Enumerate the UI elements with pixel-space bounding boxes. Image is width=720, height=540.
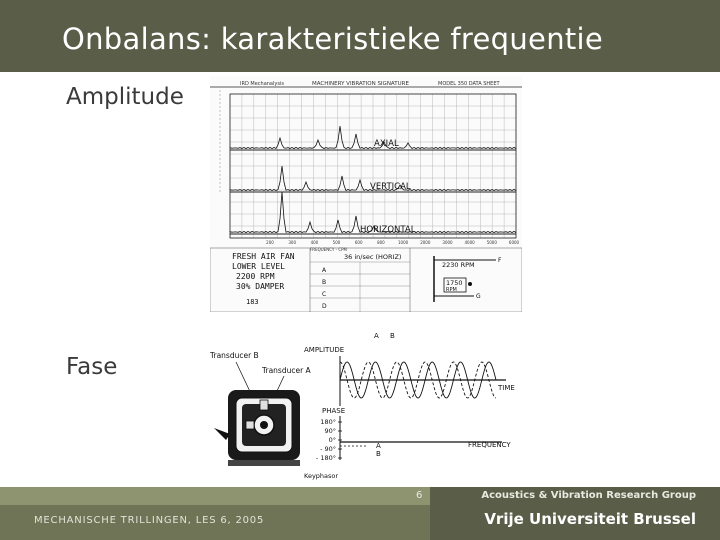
freq-tick-label: 500 xyxy=(332,240,341,245)
university-name: Vrije Universiteit Brussel xyxy=(484,510,696,528)
phase-diagram xyxy=(206,330,524,482)
rpm-top: 2230 RPM xyxy=(442,261,475,269)
letter-b: B xyxy=(322,279,327,286)
phase-tick-label: 0° xyxy=(328,436,336,444)
research-group: Acoustics & Vibration Research Group xyxy=(481,490,696,501)
phase-tick-label: 180° xyxy=(320,418,336,426)
wave-label-a: A xyxy=(374,332,379,340)
freq-tick-label: 6000 xyxy=(508,240,520,245)
freq-tick-label: 800 xyxy=(377,240,385,245)
freq-tick-label: 300 xyxy=(288,240,297,245)
rpm-box-unit: RPM xyxy=(446,287,457,293)
keyphasor-label: Keyphasor xyxy=(304,472,339,480)
legend-a: A xyxy=(376,442,381,450)
letter-g: G xyxy=(476,293,481,300)
freq-axis-label: FREQUENCY - CPM xyxy=(310,247,348,252)
freq-tick-label: 4000 xyxy=(464,240,475,245)
freq-tick-label: 200 xyxy=(266,240,274,245)
legend-b: B xyxy=(376,450,381,458)
phase-tick-label: - 180° xyxy=(315,454,336,462)
machine-line-3: 2200 RPM xyxy=(236,272,275,281)
transducer-b-label: Transducer B xyxy=(210,351,259,360)
letter-f: F xyxy=(498,257,502,264)
frequency-label: FREQUENCY xyxy=(468,441,511,449)
trace-label-axial: AXIAL xyxy=(374,139,399,149)
freq-tick-label: 400 xyxy=(310,240,319,245)
freq-tick-label: 2000 xyxy=(420,240,431,245)
freq-tick-label: 5000 xyxy=(486,240,497,245)
header-center: MACHINERY VIBRATION SIGNATURE xyxy=(312,81,409,87)
header-right: MODEL 350 DATA SHEET xyxy=(438,81,500,87)
footer-strip xyxy=(0,487,430,505)
slide-title: Onbalans: karakteristieke frequentie xyxy=(62,22,604,56)
amplitude-label: Amplitude xyxy=(66,84,184,110)
amplitude-label-small: AMPLITUDE xyxy=(304,346,345,354)
bottom-number: 183 xyxy=(246,298,259,306)
trace-label-vertical: VERTICAL xyxy=(370,182,411,192)
phase-tick-label: - 90° xyxy=(320,445,336,453)
freq-tick-label: 600 xyxy=(354,240,363,245)
phase-label-small: PHASE xyxy=(322,407,346,415)
phase-label: Fase xyxy=(66,354,118,380)
letter-d: D xyxy=(322,303,327,310)
chart-header xyxy=(240,81,500,87)
letter-c: C xyxy=(322,291,327,298)
header-left: IRD Mechanalysis xyxy=(240,81,284,87)
machine-line-4: 30% DAMPER xyxy=(236,282,285,291)
machine-line-2: LOWER LEVEL xyxy=(232,262,285,271)
course-label: MECHANISCHE TRILLINGEN, LES 6, 2005 xyxy=(34,515,265,526)
page-number: 6 xyxy=(416,490,423,501)
freq-tick-label: 3000 xyxy=(442,240,453,245)
rpm-box: 1750 xyxy=(446,279,463,287)
vibration-signature-chart xyxy=(210,76,522,312)
transducer-a-label: Transducer A xyxy=(262,366,311,375)
machine-line-1: FRESH AIR FAN xyxy=(232,252,295,261)
letter-a: A xyxy=(322,267,327,274)
wave-label-b: B xyxy=(390,332,395,340)
freq-tick-label: 1000 xyxy=(398,240,409,245)
phase-tick-label: 90° xyxy=(324,427,336,435)
trace-label-horizontal: HORIZONTAL xyxy=(360,225,416,235)
reading-value: 36 in/sec (HORIZ) xyxy=(344,253,402,261)
time-label: TIME xyxy=(498,384,515,392)
